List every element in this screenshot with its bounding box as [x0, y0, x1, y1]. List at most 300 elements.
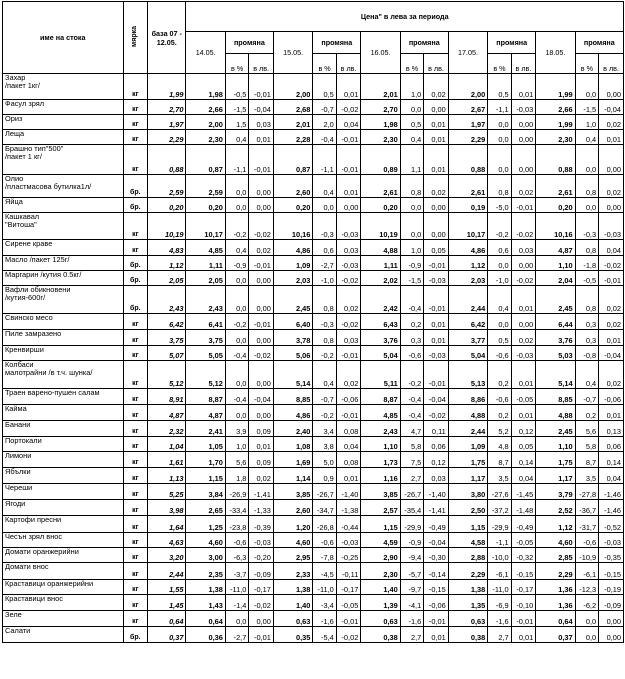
- change-pct-cell: -0,5: [225, 74, 248, 100]
- price-cell: 0,36: [186, 627, 225, 643]
- change-pct-cell: -12,3: [575, 580, 598, 595]
- change-pct-cell: 0,8: [575, 175, 598, 198]
- price-cell: 1,10: [536, 437, 575, 452]
- change-pct-cell: 0,8: [488, 175, 511, 198]
- product-name: Домати внос: [3, 563, 124, 580]
- table-row: [3, 421, 624, 437]
- change-pct-cell: -0,9: [400, 256, 423, 271]
- change-pct-cell: -6,1: [488, 563, 511, 580]
- price-cell: 0,63: [448, 611, 487, 627]
- base-price-cell: 4,87: [148, 405, 186, 421]
- product-name: Зеле: [3, 611, 124, 627]
- change-lv-cell: -1,46: [599, 484, 624, 500]
- price-cell: 4,86: [273, 405, 312, 421]
- product-name: Лимони: [3, 452, 124, 468]
- price-cell: 1,15: [361, 516, 400, 533]
- table-row: [3, 256, 624, 271]
- unit-cell: бр.: [123, 175, 148, 198]
- change-pct-cell: -31,7: [575, 516, 598, 533]
- unit-cell: кг: [123, 452, 148, 468]
- change-lv-cell: -0,02: [249, 346, 274, 361]
- change-lv-cell: -0,02: [511, 213, 536, 240]
- price-cell: 1,15: [448, 516, 487, 533]
- price-cell: 1,20: [273, 516, 312, 533]
- table-row: [3, 580, 624, 595]
- change-pct-cell: 0,4: [313, 175, 336, 198]
- change-pct-cell: -0,9: [400, 533, 423, 548]
- product-name: Ориз: [3, 115, 124, 130]
- price-cell: 2,60: [273, 175, 312, 198]
- change-pct-cell: 0,0: [225, 361, 248, 389]
- price-cell: 1,14: [273, 468, 312, 484]
- price-cell: 1,40: [273, 595, 312, 611]
- unit-cell: бр.: [123, 198, 148, 213]
- change-lv-cell: 0,00: [249, 286, 274, 314]
- product-name: Фасул зрял: [3, 100, 124, 115]
- product-name: Сирене краве: [3, 240, 124, 256]
- change-lv-cell: -0,03: [249, 533, 274, 548]
- change-lv-cell: -0,30: [424, 548, 449, 563]
- change-pct-cell: 0,4: [225, 240, 248, 256]
- price-cell: 0,19: [448, 198, 487, 213]
- change-pct-cell: -3,4: [313, 595, 336, 611]
- change-lv-cell: 0,02: [511, 330, 536, 346]
- change-lv-cell: 0,00: [249, 175, 274, 198]
- change-lv-cell: -0,02: [249, 595, 274, 611]
- change-pct-cell: 0,0: [488, 145, 511, 175]
- change-pct-cell: 0,2: [575, 405, 598, 421]
- change-lv-cell: -0,05: [511, 389, 536, 405]
- table-row: [3, 314, 624, 330]
- base-price-cell: 2,70: [148, 100, 186, 115]
- product-name: Кайма: [3, 405, 124, 421]
- change-pct-cell: 0,0: [225, 198, 248, 213]
- price-cell: 3,84: [186, 484, 225, 500]
- price-cell: 4,85: [361, 405, 400, 421]
- price-cell: 2,41: [186, 421, 225, 437]
- change-lv-cell: 0,02: [599, 361, 624, 389]
- change-lv-cell: 0,00: [599, 74, 624, 100]
- price-cell: 4,88: [361, 240, 400, 256]
- product-name: Яйца: [3, 198, 124, 213]
- change-pct-cell: 0,8: [400, 175, 423, 198]
- change-lv-cell: -0,01: [249, 256, 274, 271]
- change-lv-cell: 0,01: [249, 437, 274, 452]
- change-pct-cell: -9,4: [400, 548, 423, 563]
- change-lv-cell: -0,19: [599, 580, 624, 595]
- table-row: [3, 74, 624, 100]
- change-pct-cell: 1,1: [400, 145, 423, 175]
- price-cell: 3,00: [186, 548, 225, 563]
- unit-cell: кг: [123, 115, 148, 130]
- change-pct-cell: 0,0: [225, 405, 248, 421]
- change-lv-cell: 0,13: [599, 421, 624, 437]
- change-lv-cell: 0,12: [424, 452, 449, 468]
- base-price-cell: 1,61: [148, 452, 186, 468]
- change-pct-cell: 1,8: [225, 468, 248, 484]
- change-lv-cell: -0,01: [249, 627, 274, 643]
- unit-cell: бр.: [123, 256, 148, 271]
- price-cell: 1,99: [536, 74, 575, 100]
- header-pct: в %: [575, 54, 598, 74]
- price-cell: 8,86: [448, 389, 487, 405]
- price-cell: 6,40: [273, 314, 312, 330]
- change-lv-cell: -0,09: [249, 563, 274, 580]
- price-cell: 2,44: [448, 421, 487, 437]
- change-lv-cell: -0,02: [249, 213, 274, 240]
- price-cell: 1,70: [186, 452, 225, 468]
- table-row: [3, 516, 624, 533]
- price-cell: 3,79: [536, 484, 575, 500]
- price-cell: 2,52: [536, 500, 575, 516]
- price-cell: 1,99: [536, 115, 575, 130]
- header-date: 16.05.: [361, 32, 400, 74]
- product-name: Ягоди: [3, 500, 124, 516]
- change-pct-cell: 0,0: [225, 271, 248, 286]
- change-lv-cell: -0,01: [336, 130, 361, 145]
- change-lv-cell: -1,40: [336, 484, 361, 500]
- unit-cell: кг: [123, 240, 148, 256]
- change-lv-cell: 0,00: [599, 198, 624, 213]
- price-cell: 4,85: [186, 240, 225, 256]
- change-pct-cell: -0,5: [575, 271, 598, 286]
- price-cell: 1,05: [186, 437, 225, 452]
- header-pct: в %: [313, 54, 336, 74]
- price-cell: 1,75: [448, 452, 487, 468]
- change-lv-cell: -0,03: [336, 256, 361, 271]
- base-price-cell: 1,04: [148, 437, 186, 452]
- product-name: Салати: [3, 627, 124, 643]
- change-pct-cell: 3,9: [225, 421, 248, 437]
- price-cell: 5,04: [448, 346, 487, 361]
- header-date: 15.05.: [273, 32, 312, 74]
- table-row: [3, 452, 624, 468]
- product-name: Кашкавал "Витоша": [3, 213, 124, 240]
- change-pct-cell: -0,4: [313, 130, 336, 145]
- price-cell: 5,04: [361, 346, 400, 361]
- change-lv-cell: -0,03: [424, 346, 449, 361]
- change-lv-cell: -1,40: [424, 484, 449, 500]
- change-lv-cell: 0,02: [249, 240, 274, 256]
- base-price-cell: 2,59: [148, 175, 186, 198]
- price-cell: 4,88: [536, 405, 575, 421]
- product-name: Банани: [3, 421, 124, 437]
- change-pct-cell: 0,0: [400, 198, 423, 213]
- change-pct-cell: 2,7: [488, 627, 511, 643]
- price-cell: 3,77: [448, 330, 487, 346]
- price-cell: 4,60: [186, 533, 225, 548]
- change-lv-cell: 0,01: [511, 286, 536, 314]
- change-pct-cell: -6,1: [575, 563, 598, 580]
- price-cell: 2,29: [536, 563, 575, 580]
- unit-cell: бр.: [123, 286, 148, 314]
- change-pct-cell: -0,6: [488, 389, 511, 405]
- change-lv-cell: -0,02: [424, 405, 449, 421]
- change-pct-cell: -0,7: [313, 389, 336, 405]
- price-cell: 2,05: [186, 271, 225, 286]
- header-date: 14.05.: [186, 32, 225, 74]
- change-lv-cell: -0,06: [424, 595, 449, 611]
- table-row: [3, 389, 624, 405]
- table-row: [3, 100, 624, 115]
- unit-cell: кг: [123, 611, 148, 627]
- header-product: име на стока: [3, 2, 124, 74]
- table-row: [3, 595, 624, 611]
- change-lv-cell: 0,04: [599, 468, 624, 484]
- change-lv-cell: 0,02: [424, 74, 449, 100]
- change-pct-cell: -0,2: [488, 213, 511, 240]
- price-cell: 0,63: [273, 611, 312, 627]
- base-price-cell: 5,07: [148, 346, 186, 361]
- base-price-cell: 3,75: [148, 330, 186, 346]
- change-pct-cell: -2,7: [313, 256, 336, 271]
- change-pct-cell: 0,8: [313, 330, 336, 346]
- change-pct-cell: -1,6: [400, 611, 423, 627]
- change-lv-cell: -0,03: [336, 533, 361, 548]
- change-pct-cell: -0,3: [313, 314, 336, 330]
- price-cell: 4,86: [273, 240, 312, 256]
- header-pct: в %: [488, 54, 511, 74]
- price-cell: 0,20: [273, 198, 312, 213]
- price-cell: 6,41: [186, 314, 225, 330]
- change-pct-cell: 0,0: [575, 198, 598, 213]
- price-cell: 2,40: [273, 421, 312, 437]
- header-price-period: Цена" в лева за периода: [186, 2, 624, 32]
- base-price-cell: 1,55: [148, 580, 186, 595]
- change-lv-cell: -0,06: [336, 389, 361, 405]
- change-lv-cell: 0,02: [336, 286, 361, 314]
- change-pct-cell: -10,0: [488, 548, 511, 563]
- table-row: [3, 468, 624, 484]
- change-pct-cell: -0,8: [575, 346, 598, 361]
- change-lv-cell: 0,05: [424, 240, 449, 256]
- product-name: Домати оранжерийни: [3, 548, 124, 563]
- change-pct-cell: 2,0: [313, 115, 336, 130]
- change-pct-cell: 0,0: [225, 330, 248, 346]
- price-cell: 4,87: [536, 240, 575, 256]
- table-row: [3, 130, 624, 145]
- change-lv-cell: -0,44: [336, 516, 361, 533]
- price-cell: 1,16: [361, 468, 400, 484]
- price-cell: 1,15: [186, 468, 225, 484]
- change-pct-cell: -29,9: [488, 516, 511, 533]
- change-lv-cell: -0,04: [424, 389, 449, 405]
- change-lv-cell: 0,02: [336, 361, 361, 389]
- price-cell: 1,38: [186, 580, 225, 595]
- table-row: [3, 533, 624, 548]
- change-lv-cell: 0,01: [511, 405, 536, 421]
- change-pct-cell: -1,0: [488, 271, 511, 286]
- change-pct-cell: -27,8: [575, 484, 598, 500]
- header-change: промяна: [225, 32, 273, 54]
- change-lv-cell: -0,01: [336, 346, 361, 361]
- change-lv-cell: -0,01: [336, 405, 361, 421]
- change-lv-cell: -0,01: [249, 145, 274, 175]
- price-cell: 5,13: [448, 361, 487, 389]
- price-cell: 2,45: [536, 421, 575, 437]
- change-lv-cell: -0,02: [336, 314, 361, 330]
- change-pct-cell: 0,5: [488, 74, 511, 100]
- table-row: [3, 213, 624, 240]
- change-lv-cell: -0,35: [599, 548, 624, 563]
- price-cell: 2,68: [273, 100, 312, 115]
- table-row: [3, 240, 624, 256]
- change-lv-cell: -0,02: [336, 100, 361, 115]
- product-name: Чесън зрял внос: [3, 533, 124, 548]
- change-pct-cell: 1,0: [225, 437, 248, 452]
- price-cell: 2,90: [361, 548, 400, 563]
- price-cell: 3,85: [361, 484, 400, 500]
- change-lv-cell: -0,01: [249, 314, 274, 330]
- change-pct-cell: 0,0: [225, 611, 248, 627]
- change-pct-cell: 0,0: [225, 175, 248, 198]
- change-lv-cell: 0,14: [511, 452, 536, 468]
- change-lv-cell: 0,00: [511, 314, 536, 330]
- change-pct-cell: -0,6: [488, 346, 511, 361]
- base-price-cell: 10,19: [148, 213, 186, 240]
- change-pct-cell: 5,0: [313, 452, 336, 468]
- price-cell: 2,00: [186, 115, 225, 130]
- change-lv-cell: 0,02: [249, 468, 274, 484]
- product-name: Брашно тип"500" /пакет 1 кг/: [3, 145, 124, 175]
- price-cell: 1,73: [361, 452, 400, 468]
- table-row: [3, 346, 624, 361]
- price-cell: 8,85: [273, 389, 312, 405]
- change-lv-cell: 0,00: [249, 405, 274, 421]
- change-pct-cell: 4,7: [400, 421, 423, 437]
- base-price-cell: 1,13: [148, 468, 186, 484]
- price-cell: 2,29: [448, 563, 487, 580]
- change-pct-cell: -5,7: [400, 563, 423, 580]
- change-pct-cell: 0,0: [400, 213, 423, 240]
- price-cell: 10,17: [448, 213, 487, 240]
- base-price-cell: 4,83: [148, 240, 186, 256]
- unit-cell: кг: [123, 74, 148, 100]
- price-cell: 2,66: [536, 100, 575, 115]
- price-cell: 5,06: [273, 346, 312, 361]
- product-name: Кренвирши: [3, 346, 124, 361]
- change-lv-cell: -0,01: [511, 198, 536, 213]
- change-pct-cell: -37,2: [488, 500, 511, 516]
- change-lv-cell: -0,04: [424, 533, 449, 548]
- change-lv-cell: 0,01: [599, 405, 624, 421]
- price-cell: 1,75: [536, 452, 575, 468]
- price-cell: 2,00: [448, 74, 487, 100]
- change-lv-cell: -0,02: [336, 271, 361, 286]
- change-pct-cell: -1,1: [488, 100, 511, 115]
- change-pct-cell: -23,8: [225, 516, 248, 533]
- price-cell: 1,11: [361, 256, 400, 271]
- price-cell: 2,44: [448, 286, 487, 314]
- change-pct-cell: 0,3: [575, 314, 598, 330]
- product-name: Портокали: [3, 437, 124, 452]
- price-cell: 2,57: [361, 500, 400, 516]
- price-cell: 1,38: [448, 580, 487, 595]
- price-cell: 2,67: [448, 100, 487, 115]
- change-pct-cell: -27,6: [488, 484, 511, 500]
- price-cell: 4,87: [186, 405, 225, 421]
- product-name: Вафли обикновени /кутия-600г/: [3, 286, 124, 314]
- change-lv-cell: 0,08: [336, 421, 361, 437]
- change-pct-cell: -26,7: [400, 484, 423, 500]
- price-cell: 2,43: [186, 286, 225, 314]
- price-cell: 2,60: [273, 500, 312, 516]
- unit-cell: бр.: [123, 271, 148, 286]
- unit-cell: кг: [123, 437, 148, 452]
- change-pct-cell: 1,0: [400, 240, 423, 256]
- price-cell: 2,30: [186, 130, 225, 145]
- change-pct-cell: 3,5: [575, 468, 598, 484]
- change-lv-cell: 0,01: [336, 175, 361, 198]
- unit-cell: кг: [123, 145, 148, 175]
- change-lv-cell: -0,04: [599, 100, 624, 115]
- change-pct-cell: 0,0: [488, 115, 511, 130]
- price-cell: 2,61: [448, 175, 487, 198]
- change-lv-cell: -0,15: [424, 580, 449, 595]
- unit-cell: кг: [123, 500, 148, 516]
- base-price-cell: 2,29: [148, 130, 186, 145]
- unit-cell: кг: [123, 346, 148, 361]
- change-lv-cell: -0,20: [249, 548, 274, 563]
- change-lv-cell: -1,38: [336, 500, 361, 516]
- change-lv-cell: 0,04: [336, 437, 361, 452]
- header-unit: [123, 2, 148, 74]
- change-lv-cell: 0,01: [424, 115, 449, 130]
- price-cell: 5,05: [186, 346, 225, 361]
- header-change: промяна: [575, 32, 623, 54]
- price-cell: 0,87: [273, 145, 312, 175]
- price-cell: 2,45: [273, 286, 312, 314]
- base-price-cell: 0,64: [148, 611, 186, 627]
- change-lv-cell: -0,15: [511, 563, 536, 580]
- price-cell: 6,44: [536, 314, 575, 330]
- price-cell: 1,08: [273, 437, 312, 452]
- change-pct-cell: 0,6: [488, 240, 511, 256]
- change-pct-cell: -5,4: [313, 627, 336, 643]
- price-cell: 0,38: [448, 627, 487, 643]
- change-lv-cell: 0,00: [599, 611, 624, 627]
- price-cell: 1,09: [273, 256, 312, 271]
- price-cell: 0,20: [536, 198, 575, 213]
- change-pct-cell: -0,4: [400, 405, 423, 421]
- price-cell: 2,61: [361, 175, 400, 198]
- unit-cell: кг: [123, 580, 148, 595]
- base-price-cell: 1,12: [148, 256, 186, 271]
- change-pct-cell: 5,6: [575, 421, 598, 437]
- price-cell: 6,42: [448, 314, 487, 330]
- change-pct-cell: 0,4: [575, 361, 598, 389]
- change-pct-cell: -0,7: [575, 389, 598, 405]
- header-lv: в лв.: [599, 54, 624, 74]
- price-cell: 4,60: [536, 533, 575, 548]
- change-pct-cell: -3,7: [225, 563, 248, 580]
- change-pct-cell: -0,3: [313, 213, 336, 240]
- change-pct-cell: 4,8: [488, 437, 511, 452]
- change-lv-cell: -0,02: [599, 256, 624, 271]
- change-pct-cell: 0,8: [575, 240, 598, 256]
- price-cell: 10,16: [273, 213, 312, 240]
- change-pct-cell: 0,3: [575, 330, 598, 346]
- base-price-cell: 1,99: [148, 74, 186, 100]
- price-cell: 2,66: [186, 100, 225, 115]
- base-price-cell: 2,05: [148, 271, 186, 286]
- change-pct-cell: -1,5: [575, 100, 598, 115]
- change-lv-cell: -0,49: [424, 516, 449, 533]
- table-row: [3, 271, 624, 286]
- change-pct-cell: -0,3: [575, 213, 598, 240]
- change-lv-cell: -0,17: [249, 580, 274, 595]
- base-price-cell: 8,91: [148, 389, 186, 405]
